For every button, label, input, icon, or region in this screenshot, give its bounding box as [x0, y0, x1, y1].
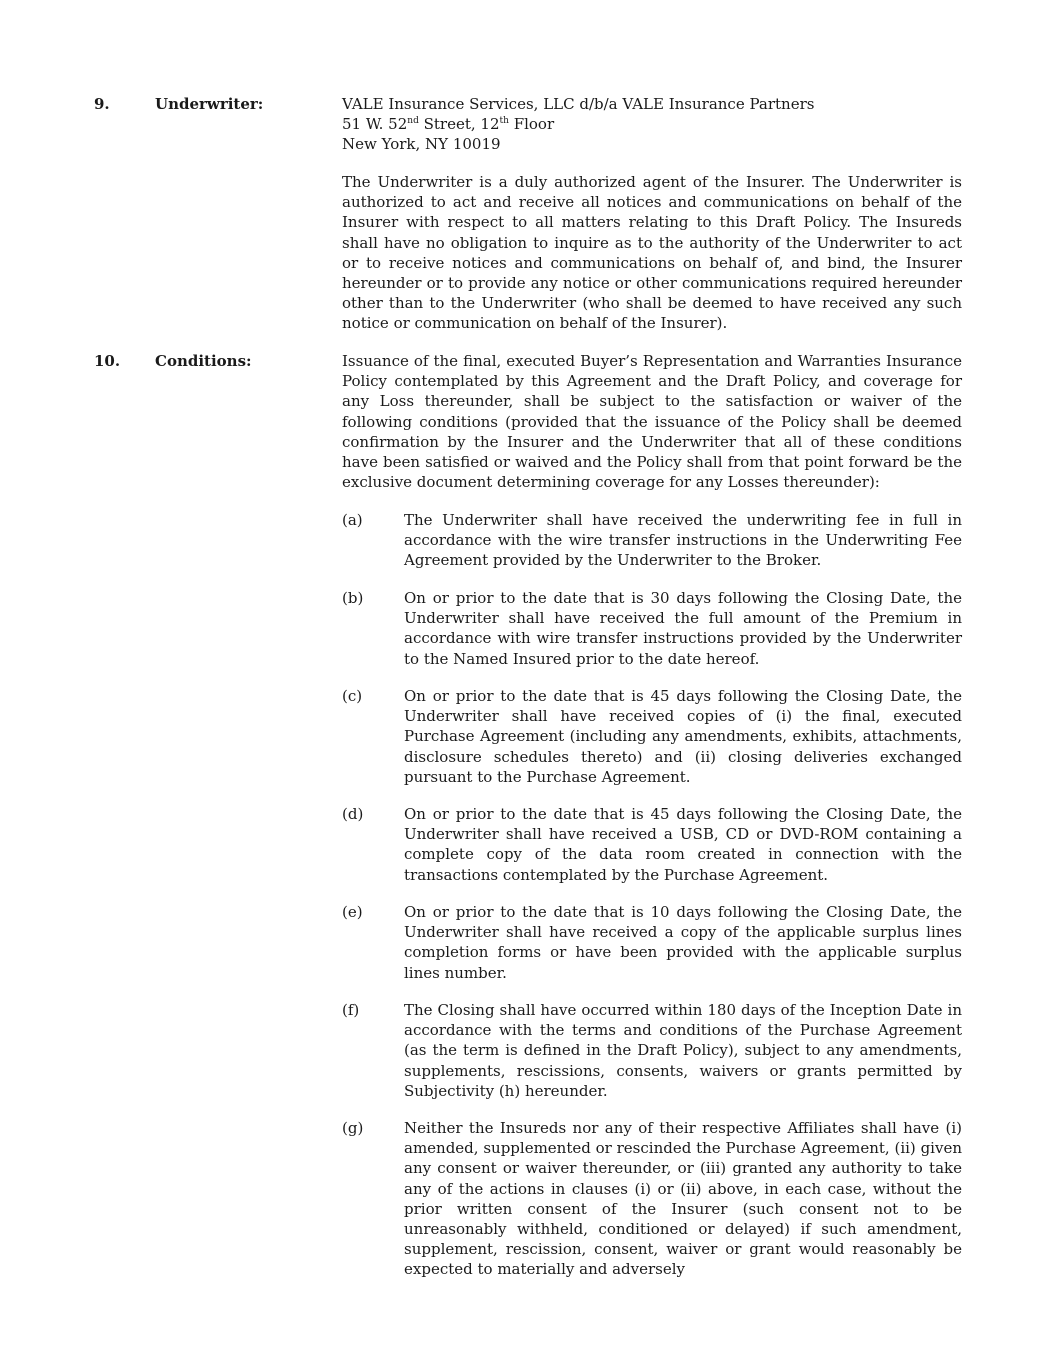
condition-g-text: Neither the Insureds nor any of their respective Affiliates shall have (i) amended, supplemented or rescinded the Purchase Agreement, (ii) given any consent or waiver thereunder, or (iii) granted any authority to take any of the actions in clauses (i) or (ii) above, in each case, without the prior written consent of the Insurer (such consent not to be unreasonably withheld, conditioned or delayed) if such amendment, supplement, rescission, consent, waiver or grant would reasonably be expected to materially and adversely	[404, 1119, 962, 1279]
address-line-2: 51 W. 52nd Street, 12th Floor	[342, 115, 555, 134]
address-line-1: VALE Insurance Services, LLC d/b/a VALE Insurance Partners	[342, 95, 815, 113]
condition-f-letter: (f)	[342, 1001, 360, 1019]
condition-a-text: The Underwriter shall have received the underwriting fee in full in accordance with the wire transfer instructions in the Underwriting Fee Agreement provided by the Underwriter to the Broker.	[404, 511, 962, 570]
underwriter-paragraph: The Underwriter is a duly authorized agent of the Insurer. The Underwriter is authorized to act and receive all notices and communications on behalf of the Insurer with respect to all matters relating to this Draft Policy. The Insureds shall have no obligation to inquire as to the authority of the Underwriter to act or to receive notices and communications on behalf of, and bind, the Insurer hereunder or to provide any notice or other communications required hereunder other than to the Underwriter (who shall be deemed to have received any such notice or communication on behalf of the Insurer).	[342, 173, 962, 333]
condition-b-letter: (b)	[342, 589, 364, 607]
condition-f-text: The Closing shall have occurred within 180 days of the Inception Date in accordance with the terms and conditions of the Purchase Agreement (as the term is defined in the Draft Policy), subject to any amendments, supplements, rescissions, consents, waivers or grants permitted by Subjectivity (h) hereunder.	[404, 1001, 962, 1100]
address-line-3: New York, NY 10019	[342, 135, 501, 154]
condition-e-letter: (e)	[342, 903, 363, 921]
condition-d-letter: (d)	[342, 805, 364, 823]
condition-g-letter: (g)	[342, 1119, 364, 1137]
condition-b-text: On or prior to the date that is 30 days following the Closing Date, the Underwriter shall have received the full amount of the Premium in accordance with wire transfer instructions provided by the Underwriter to the Named Insured prior to the date hereof.	[404, 589, 962, 668]
section-9-number: 9.	[94, 95, 110, 113]
section-10-label: Conditions:	[155, 352, 252, 370]
section-9-label: Underwriter:	[155, 95, 264, 113]
condition-e-text: On or prior to the date that is 10 days following the Closing Date, the Underwriter shall have received a copy of the applicable surplus lines completion forms or have been provided with the applicable surplus lines number.	[404, 903, 962, 982]
condition-d-text: On or prior to the date that is 45 days following the Closing Date, the Underwriter shall have received a USB, CD or DVD-ROM containing a complete copy of the data room created in connection with the transactions contemplated by the Purchase Agreement.	[404, 805, 962, 884]
condition-c-letter: (c)	[342, 687, 363, 705]
condition-a-letter: (a)	[342, 511, 363, 529]
underwriter-address	[342, 94, 962, 155]
condition-c-text: On or prior to the date that is 45 days following the Closing Date, the Underwriter shall have received copies of (i) the final, executed Purchase Agreement (including any amendments, exhibits, attachments, disclosure schedules thereto) and (ii) closing deliveries exchanged pursuant to the Purchase Agreement.	[404, 687, 962, 786]
section-10-number: 10.	[94, 352, 121, 370]
conditions-intro-paragraph: Issuance of the final, executed Buyer’s Representation and Warranties Insurance Policy contemplated by this Agreement and the Draft Policy, and coverage for any Loss thereunder, shall be subject to the satisfaction or waiver of the following conditions (provided that the issuance of the Policy shall be deemed confirmation by the Insurer and the Underwriter that all of these conditions have been satisfied or waived and the Policy shall from that point forward be the exclusive document determining coverage for any Losses thereunder):	[342, 352, 962, 492]
